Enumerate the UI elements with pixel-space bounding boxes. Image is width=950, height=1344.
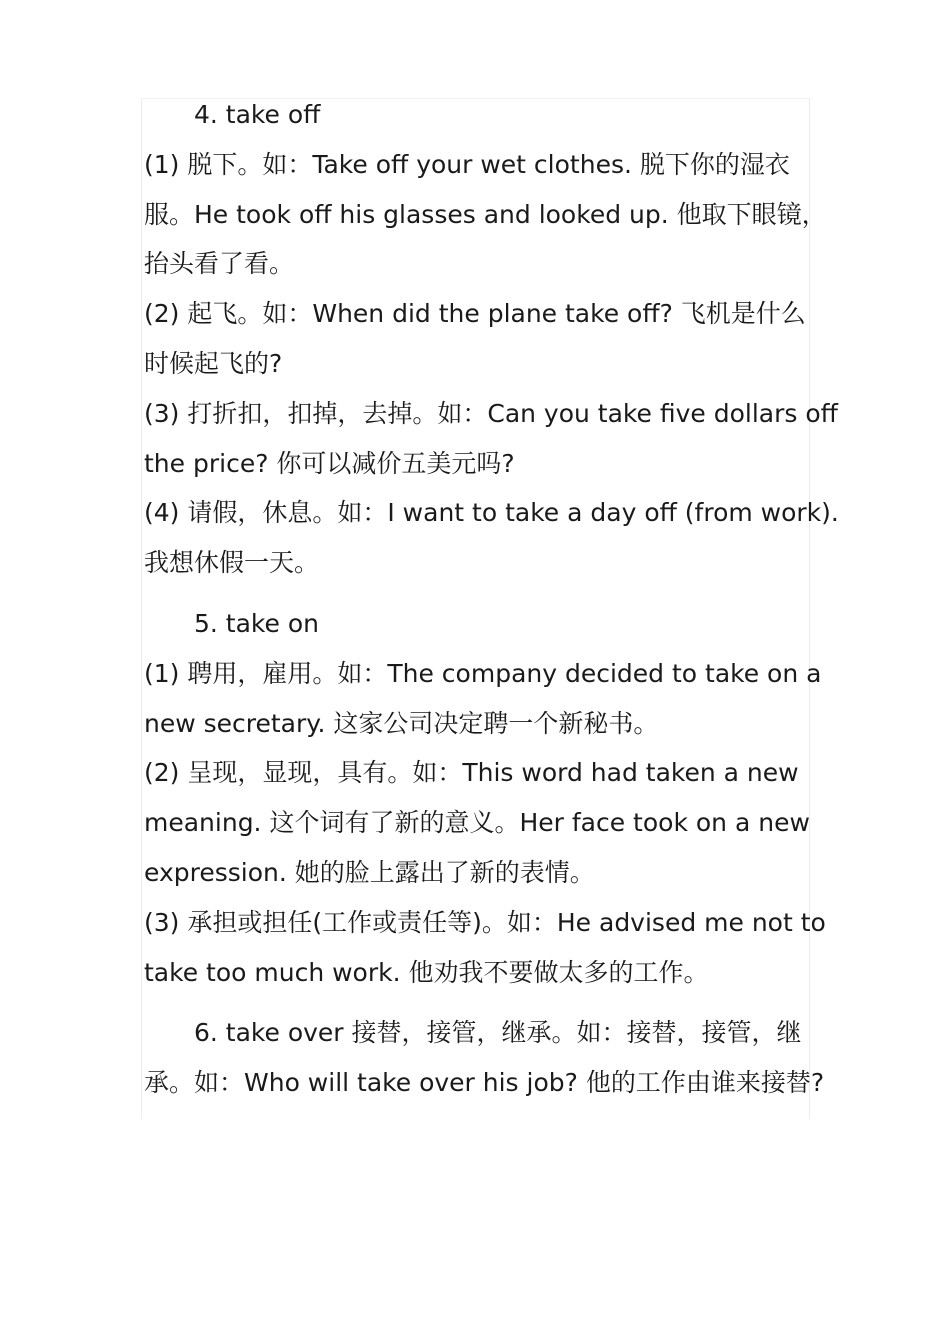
section-take-over-line: 6. take over 接替，接管，继承。如：接替，接管，继 xyxy=(194,1018,802,1048)
text-line: (1) 脱下。如：Take off your wet clothes. 脱下你的湿衣 xyxy=(144,149,790,179)
text-line: (3) 打折扣，扣掉，去掉。如：Can you take five dollars off xyxy=(144,398,838,428)
section-gap xyxy=(144,588,812,599)
text-line: 服。He took off his glasses and looked up. 他取下眼镜， xyxy=(144,199,827,229)
text-line: (3) 承担或担任(工作或责任等)。如：He advised me not to xyxy=(144,907,826,937)
text-line: 抬头看了看。 xyxy=(144,249,295,279)
text-line: the price? 你可以减价五美元吗? xyxy=(144,448,515,478)
text-line: new secretary. 这家公司决定聘一个新秘书。 xyxy=(144,708,659,738)
section-gap xyxy=(144,997,812,1008)
text-line: (2) 起飞。如：When did the plane take off? 飞机是什么 xyxy=(144,299,806,329)
section-heading-take-off: 4. take off xyxy=(194,100,321,129)
document-body xyxy=(144,90,839,1108)
text-line: (4) 请假，休息。如：I want to take a day off (from work). xyxy=(144,498,839,528)
text-line: expression. 她的脸上露出了新的表情。 xyxy=(144,857,595,887)
text-line: (2) 呈现，显现，具有。如：This word had taken a new xyxy=(144,758,799,788)
text-line: take too much work. 他劝我不要做太多的工作。 xyxy=(144,957,709,987)
text-line: meaning. 这个词有了新的意义。Her face took on a new xyxy=(144,808,810,838)
text-line: (1) 聘用，雇用。如：The company decided to take on a xyxy=(144,658,822,688)
section-heading-take-on: 5. take on xyxy=(194,608,319,638)
text-line: 我想休假一天。 xyxy=(144,548,320,578)
text-line: 承。如：Who will take over his job? 他的工作由谁来接替? xyxy=(144,1068,825,1098)
text-line: 时候起飞的? xyxy=(144,348,283,378)
